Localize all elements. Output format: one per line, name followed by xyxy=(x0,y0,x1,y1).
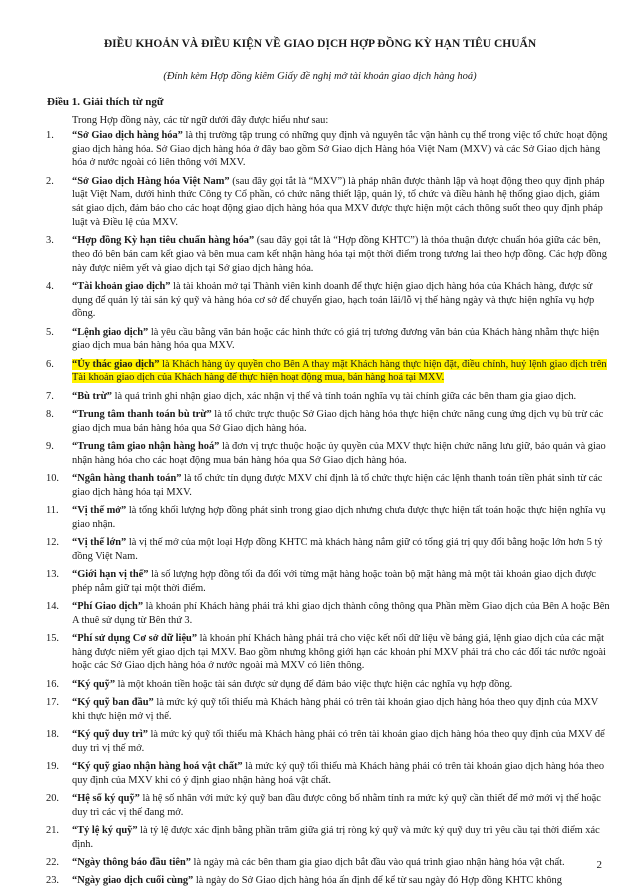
definition-text: là vị thế mở của một loại Hợp đồng KHTC mà khách hàng nắm giữ có tổng giá trị quy đổi bằng hoặc lớn hơn 5 tỷ đồng Việt Nam. xyxy=(72,536,603,562)
definition-number: 22. xyxy=(46,856,59,868)
definition-body xyxy=(72,569,596,594)
definition-text: là quá trình ghi nhận giao dịch, xác nhận vị thế và tính toán nghĩa vụ tài chính giữa các bên tham gia giao dịch. xyxy=(112,390,577,402)
definition-term: “Ngày thông báo đầu tiên” xyxy=(72,856,191,868)
definition-text: là khoản phí Khách hàng phải trả khi giao dịch thành công thông qua Phần mềm Giao dịch của Bên A hoặc Bên A thuê sử dụng từ Bên thứ 3. xyxy=(72,600,610,626)
definition-term: “Ký quỹ duy trì” xyxy=(72,728,148,740)
intro-paragraph: Trong Hợp đồng này, các từ ngữ dưới đây được hiểu như sau: xyxy=(72,115,329,126)
definition-item xyxy=(46,696,612,723)
definition-item xyxy=(46,280,612,321)
definition-body xyxy=(72,473,602,498)
definition-number: 15. xyxy=(46,632,59,644)
definition-body xyxy=(72,359,607,384)
definition-term: “Sở Giao dịch Hàng hóa Việt Nam” xyxy=(72,175,230,187)
definition-item xyxy=(46,504,612,531)
definition-term: “Trung tâm thanh toán bù trừ” xyxy=(72,408,212,420)
definition-term: “Vị thế lớn” xyxy=(72,536,127,548)
definition-term: “Phí Giao dịch” xyxy=(72,600,144,612)
definition-text: (sau đây gọi tắt là “MXV”) là pháp nhân được thành lập và hoạt động theo quy định pháp luật Việt Nam, dưới hình thức Công ty Cổ phần, có chức năng thiết lập, quản lý, tổ chức và điều hành hệ thống giao dịch, giám sát giao dịch, đảm bảo cho các hoạt động giao dịch hàng hóa qua MXV được thực hiện một cách thông suốt theo quy định pháp luật và Điều lệ của MXV. xyxy=(72,175,605,228)
definition-number: 6. xyxy=(46,358,54,370)
definition-number: 16. xyxy=(46,678,59,690)
definition-body xyxy=(72,697,598,722)
definition-text: là hệ số nhân với mức ký quỹ ban đầu được công bố nhằm tính ra mức ký quỹ cần thiết để mở mới vị thế hoặc duy trì các vị thế đang mở. xyxy=(72,792,601,818)
definition-number: 14. xyxy=(46,600,59,612)
definition-item xyxy=(46,234,612,275)
definition-text: là thị trường tập trung có những quy định và nguyên tắc vận hành cụ thể trong việc tổ chức hoạt động giao dịch hàng hóa. Sở Giao dịch hàng hóa ở đây bao gồm Sở Giao dịch Hàng hóa Việt Nam (MXV) và các Sở Giao dịch hàng hóa ở nước ngoài có liên thông với MXV. xyxy=(72,130,608,169)
definition-number: 9. xyxy=(46,440,54,452)
definition-item xyxy=(46,824,612,851)
definition-number: 7. xyxy=(46,390,54,402)
definition-term: “Ngày giao dịch cuối cùng” xyxy=(72,875,194,887)
document-subtitle: (Đính kèm Hợp đồng kiêm Giấy đề nghị mở tài khoản giao dịch hàng hoá) xyxy=(163,71,477,82)
definition-number: 12. xyxy=(46,536,59,548)
definition-term: “Sở Giao dịch hàng hóa” xyxy=(72,130,183,141)
definition-text: là mức ký quỹ tối thiểu mà Khách hàng phải có trên tài khoản giao dịch hàng hóa theo quy định của MXV để duy trì vị thế mở. xyxy=(72,728,605,754)
definition-item xyxy=(46,728,612,755)
definition-text: (sau đây gọi tắt là “Hợp đồng KHTC”) là thỏa thuận được chuẩn hóa giữa các bên, theo đó bên bán cam kết giao và bên mua cam kết nhận hàng hóa tại một thời điểm trong tương lai theo hợp đồng. Các hợp đồng này được niêm yết và giao dịch tại Sở giao dịch hàng hóa. xyxy=(72,235,607,274)
definition-number: 21. xyxy=(46,824,59,836)
definition-number: 19. xyxy=(46,760,59,772)
definition-term: “Ký quỹ” xyxy=(72,678,116,690)
definition-number: 20. xyxy=(46,792,59,804)
definition-term: “Trung tâm giao nhận hàng hoá” xyxy=(72,440,220,452)
definition-text: là tổng khối lượng hợp đồng phát sinh trong giao dịch nhưng chưa được thực hiện tất toán hoặc thực hiện nghĩa vụ giao nhận. xyxy=(72,504,606,530)
definition-number: 1. xyxy=(46,130,54,141)
definition-body xyxy=(72,633,606,671)
definition-item-highlighted xyxy=(46,358,612,385)
definition-item xyxy=(46,536,612,563)
definition-term: “Giới hạn vị thế” xyxy=(72,568,149,580)
definition-body xyxy=(72,281,594,319)
definition-body xyxy=(72,679,512,690)
definition-text: là tổ chức tín dụng được MXV chỉ định là tổ chức thực hiện các lệnh thanh toán tiền phát sinh từ các giao dịch hàng hóa tại MXV. xyxy=(72,472,603,498)
definition-body xyxy=(72,409,603,434)
definition-number: 8. xyxy=(46,408,54,420)
definition-text: là tài khoản mở tại Thành viên kinh doanh để thực hiện giao dịch hàng hóa của Khách hàng, được sử dụng để quản lý tài sản ký quỹ và hàng hóa cơ sở để chuyển giao, hạch toán lãi/lỗ vị thế hàng ngày và thực hiện nghĩa vụ hợp đồng. xyxy=(72,280,595,320)
definition-text: là mức ký quỹ tối thiểu mà Khách hàng phải có trên tài khoản giao dịch hàng hóa theo quy định của MXV khi thực hiện mở vị thế. xyxy=(72,696,599,722)
definition-text: là đơn vị trực thuộc hoặc ủy quyền của MXV thực hiện chức năng lưu giữ, bảo quản và giao nhận hàng hóa cho các hoạt động mua bán hàng hóa qua Sở Giao dịch hàng hóa. xyxy=(72,440,606,466)
definition-number: 18. xyxy=(46,728,59,740)
definition-term: “Tỷ lệ ký quỹ” xyxy=(72,824,138,836)
definition-text: là ngày do Sở Giao dịch hàng hóa ấn định để kể từ sau ngày đó Hợp đồng KHTC không xyxy=(193,875,562,887)
definition-term: “Ký quỹ giao nhận hàng hoá vật chất” xyxy=(72,760,243,772)
definition-number: 4. xyxy=(46,280,54,292)
definition-body xyxy=(72,130,608,168)
definition-term: “Lệnh giao dịch” xyxy=(72,326,149,338)
definition-text: là một khoản tiền hoặc tài sản được sử dụng để đảm bảo việc thực hiện các nghĩa vụ hợp đồng. xyxy=(115,678,513,690)
definition-body xyxy=(72,327,599,352)
definition-item xyxy=(46,856,612,870)
article-heading: Điều 1. Giải thích từ ngữ xyxy=(47,96,164,108)
definition-term: “Ủy thác giao dịch” xyxy=(72,358,160,370)
definition-text: là khoản phí Khách hàng phải trả cho việc kết nối dữ liệu về bảng giá, lệnh giao dịch của các mặt hàng được niêm yết giao dịch tại MXV. Bao gồm nhưng không giới hạn các khoản phí MXV phải trả cho các đối tác nước ngoài hoặc các Sở Giao dịch hàng hóa ở nước ngoài mà MXV có liên thông. xyxy=(72,632,606,672)
definition-number: 3. xyxy=(46,235,54,247)
definition-text: là Khách hàng ủy quyền cho Bên A thay mặt Khách hàng thực hiện đặt, điều chỉnh, huỷ lệnh giao dịch trên Tài khoản giao dịch của Khách hàng để thực hiện hoạt động mua, bán hàng hoá tại MXV. xyxy=(72,358,607,384)
definition-body xyxy=(72,441,606,466)
definition-item xyxy=(46,678,612,692)
definition-term: “Tài khoản giao dịch” xyxy=(72,280,171,292)
definition-number: 11. xyxy=(46,504,59,516)
definition-item xyxy=(46,129,612,170)
definition-text: là mức ký quỹ tối thiểu mà Khách hàng phải có trên tài khoản giao dịch hàng hóa theo quy định của MXV khi có ý định giao nhận hàng hoá vật chất. xyxy=(72,760,605,786)
definition-text: là số lượng hợp đồng tối đa đối với từng mặt hàng hoặc toàn bộ mặt hàng mà một tài khoản giao dịch được phép nắm giữ tại một thời điểm. xyxy=(72,568,596,594)
definition-number: 13. xyxy=(46,568,59,580)
definition-text: là ngày mà các bên tham gia giao dịch bắt đầu vào quá trình giao nhận hàng hóa vật chất. xyxy=(190,856,565,868)
definition-text: là yêu cầu bằng văn bản hoặc các hình thức có giá trị tương đương văn bản của Khách hàng nhằm thực hiện giao dịch mua bán hàng hóa qua MXV. xyxy=(72,326,600,352)
definition-item xyxy=(46,440,612,467)
definition-term: “Vị thế mở” xyxy=(72,504,127,516)
definition-term: “Bù trừ” xyxy=(72,390,113,402)
definition-body xyxy=(72,729,605,754)
definition-term: “Hệ số ký quỹ” xyxy=(72,792,140,804)
definition-item xyxy=(46,175,612,230)
definition-body xyxy=(72,601,610,626)
definition-number: 10. xyxy=(46,472,59,484)
definition-body xyxy=(72,537,603,562)
definition-item xyxy=(46,390,612,404)
document-title: ĐIỀU KHOẢN VÀ ĐIỀU KIỆN VỀ GIAO DỊCH HỢP ĐỒNG KỲ HẠN TIÊU CHUẨN xyxy=(103,38,537,50)
definition-number: 17. xyxy=(46,696,59,708)
definition-body xyxy=(72,825,600,850)
page-number: 2 xyxy=(596,859,602,871)
definition-number: 5. xyxy=(46,326,54,338)
definition-term: “Hợp đồng Kỳ hạn tiêu chuẩn hàng hóa” xyxy=(72,235,255,247)
definition-body xyxy=(72,391,576,402)
definition-text: là tỷ lệ được xác định bằng phần trăm giữa giá trị ròng ký quỹ và mức ký quỹ duy trì yêu cầu tại thời điểm xác định. xyxy=(72,824,600,850)
definition-body xyxy=(72,761,604,786)
definition-body xyxy=(72,235,607,273)
definition-item xyxy=(46,326,612,353)
definition-item xyxy=(46,760,612,787)
definition-item xyxy=(46,472,612,499)
definition-term: “Ngân hàng thanh toán” xyxy=(72,472,182,484)
definition-number: 2. xyxy=(46,175,54,187)
definitions-list xyxy=(0,129,640,892)
definition-term: “Phí sử dụng Cơ sở dữ liệu” xyxy=(72,632,198,644)
definition-item xyxy=(46,792,612,819)
definition-item xyxy=(46,632,612,673)
definition-term: “Ký quỹ ban đầu” xyxy=(72,696,154,708)
definition-body xyxy=(72,857,565,868)
definition-number: 23. xyxy=(46,875,59,887)
definition-body xyxy=(72,793,601,818)
definition-item xyxy=(46,408,612,435)
definition-item xyxy=(46,600,612,627)
definition-text: là tổ chức trực thuộc Sở Giao dịch hàng hóa thực hiện chức năng cung ứng dịch vụ bù trừ các giao dịch mua bán hàng hóa qua Sở Giao dịch hàng hóa. xyxy=(72,408,604,434)
definition-item xyxy=(46,568,612,595)
definition-body xyxy=(72,176,605,228)
definition-body xyxy=(72,505,606,530)
